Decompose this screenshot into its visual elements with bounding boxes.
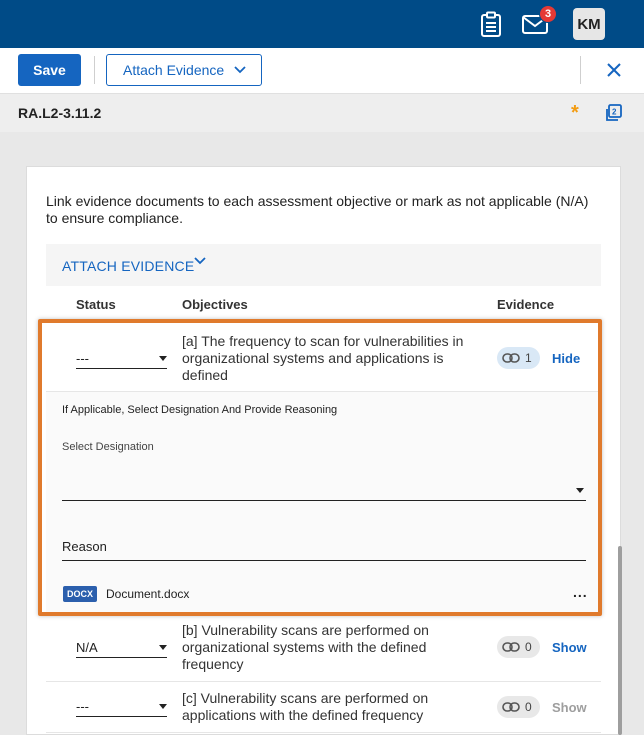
attach-evidence-section-label: ATTACH EVIDENCE: [62, 258, 195, 274]
mail-count-badge: 3: [539, 5, 557, 23]
caret-down-icon: [576, 488, 584, 493]
scrollbar[interactable]: [618, 546, 622, 735]
more-options-icon[interactable]: ...: [573, 584, 588, 600]
copy-icon[interactable]: [604, 104, 622, 127]
status-select[interactable]: [76, 638, 167, 658]
divider: [46, 681, 601, 682]
page-title: RA.L2-3.11.2: [18, 105, 102, 121]
objective-text: [b] Vulnerability scans are performed on organizational systems with the defined frequency: [182, 622, 429, 672]
attach-evidence-button[interactable]: [106, 54, 262, 86]
expanded-details-panel: [46, 392, 601, 614]
divider: [46, 732, 601, 733]
document-link[interactable]: Document.docx: [106, 587, 190, 601]
reason-field[interactable]: Reason: [62, 539, 107, 554]
toolbar-divider: [94, 56, 95, 84]
status-select[interactable]: [76, 349, 167, 369]
divider: [46, 319, 601, 320]
evidence-count: 0: [525, 640, 532, 654]
show-link[interactable]: Show: [552, 700, 587, 715]
toolbar-divider: [580, 56, 581, 84]
top-navigation-bar: [0, 0, 644, 48]
hide-link[interactable]: Hide: [552, 351, 581, 366]
objective-text: [c] Vulnerability scans are performed on applications with the defined frequency: [182, 690, 429, 723]
status-select-value: ---: [76, 699, 89, 714]
caret-down-icon: [159, 356, 167, 361]
save-button[interactable]: Save: [18, 54, 81, 86]
designation-section-title: If Applicable, Select Designation And Provide Reasoning: [62, 404, 338, 416]
action-toolbar: [0, 48, 644, 94]
evidence-count-chip[interactable]: [497, 347, 540, 369]
column-header-evidence: Evidence: [497, 297, 555, 312]
evidence-count-chip[interactable]: [497, 696, 540, 718]
designation-label: Select Designation: [62, 441, 154, 453]
docx-file-icon: DOCX: [63, 586, 97, 602]
chevron-down-icon: [234, 66, 246, 74]
status-select[interactable]: [76, 697, 167, 717]
column-header-objectives: Objectives: [182, 297, 248, 312]
close-icon[interactable]: [601, 57, 627, 83]
status-select-value: N/A: [76, 640, 98, 655]
mail-icon[interactable]: [520, 9, 550, 39]
evidence-count: 1: [525, 351, 532, 365]
avatar[interactable]: KM: [573, 8, 605, 40]
status-select-value: ---: [76, 351, 89, 366]
control-header: [0, 94, 644, 132]
link-icon: [502, 642, 520, 652]
link-icon: [502, 702, 520, 712]
show-link[interactable]: Show: [552, 640, 587, 655]
designation-select[interactable]: [62, 480, 586, 501]
evidence-count-chip[interactable]: [497, 636, 540, 658]
required-marker: *: [571, 102, 579, 124]
column-header-status: Status: [76, 297, 116, 312]
reason-underline: [62, 560, 586, 561]
caret-down-icon: [159, 704, 167, 709]
clipboard-icon[interactable]: [476, 9, 506, 39]
attach-evidence-label: Attach Evidence: [123, 62, 225, 78]
caret-down-icon: [159, 645, 167, 650]
attach-evidence-section[interactable]: [46, 244, 601, 286]
chevron-down-icon: [194, 257, 206, 265]
evidence-count: 0: [525, 700, 532, 714]
objective-text: [a] The frequency to scan for vulnerabilities in organizational systems and applications is defined: [182, 333, 464, 383]
intro-text: Link evidence documents to each assessment objective or mark as not applicable (N/A) to ensure compliance.: [46, 193, 589, 226]
svg-text:2: 2: [612, 107, 617, 117]
link-icon: [502, 353, 520, 363]
